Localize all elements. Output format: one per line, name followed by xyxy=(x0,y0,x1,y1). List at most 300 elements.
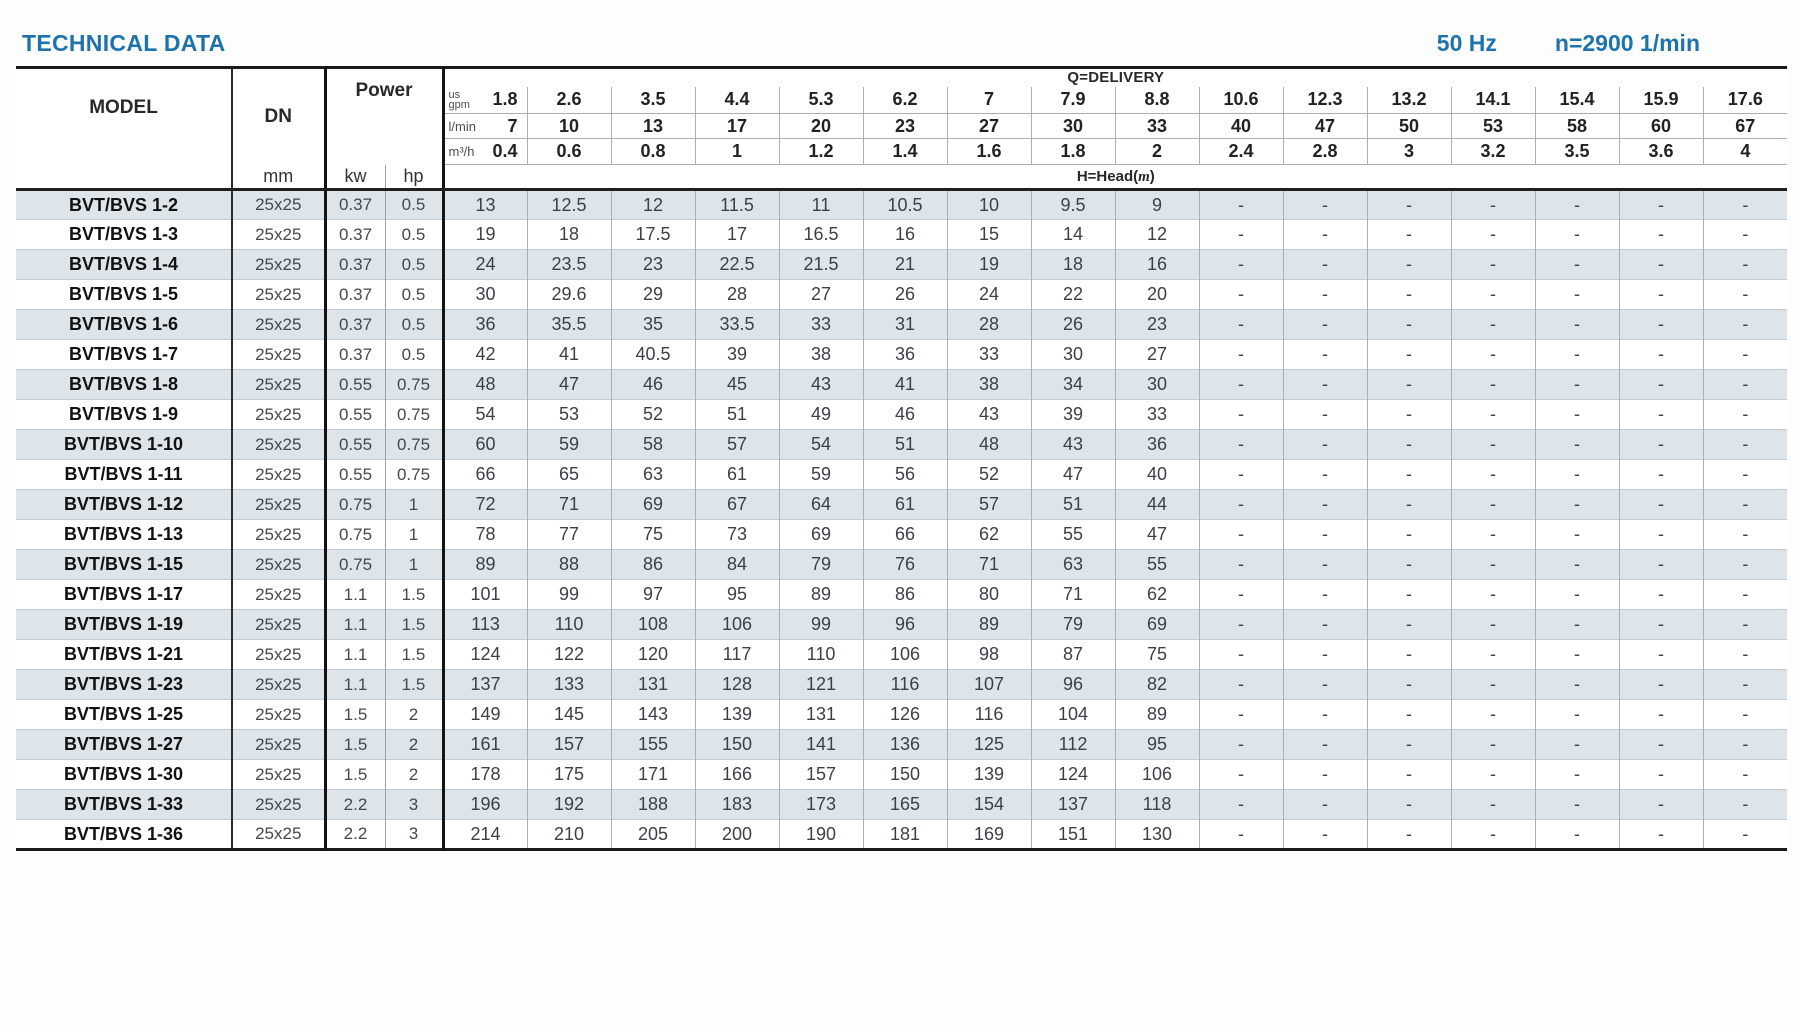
head-value-cell: 72 xyxy=(443,490,527,520)
head-value-cell: 33 xyxy=(947,340,1031,370)
head-value-cell: 97 xyxy=(611,580,695,610)
table-row xyxy=(16,790,1787,820)
head-value-cell: - xyxy=(1199,310,1283,340)
head-value-cell: 122 xyxy=(527,640,611,670)
table-row xyxy=(16,190,1787,220)
head-value-cell: 124 xyxy=(443,640,527,670)
delivery-value: 3.2 xyxy=(1451,139,1535,165)
head-value-cell: - xyxy=(1283,400,1367,430)
head-value-cell: - xyxy=(1283,310,1367,340)
dn-cell: 25x25 xyxy=(232,400,325,430)
model-cell: BVT/BVS 1-5 xyxy=(16,280,232,310)
head-value-cell: 56 xyxy=(863,460,947,490)
delivery-header: Q=DELIVERY xyxy=(1067,69,1165,87)
head-value-cell: 98 xyxy=(947,640,1031,670)
head-value-cell: - xyxy=(1703,220,1787,250)
head-value-cell: - xyxy=(1535,490,1619,520)
head-value-cell: 41 xyxy=(863,370,947,400)
table-row xyxy=(16,460,1787,490)
table-header xyxy=(16,68,1787,190)
head-value-cell: - xyxy=(1283,460,1367,490)
model-cell: BVT/BVS 1-21 xyxy=(16,640,232,670)
head-value-cell: 66 xyxy=(443,460,527,490)
head-value-cell: 150 xyxy=(695,730,779,760)
speed-label: n=2900 1/min xyxy=(1554,30,1700,56)
head-value-cell: - xyxy=(1199,280,1283,310)
head-value-cell: 51 xyxy=(1031,490,1115,520)
kw-cell: 0.37 xyxy=(325,310,385,340)
head-value-cell: 35 xyxy=(611,310,695,340)
head-value-cell: 125 xyxy=(947,730,1031,760)
head-value-cell: - xyxy=(1283,610,1367,640)
dn-cell: 25x25 xyxy=(232,340,325,370)
head-value-cell: 88 xyxy=(527,550,611,580)
head-value-cell: 149 xyxy=(443,700,527,730)
head-value-cell: 178 xyxy=(443,760,527,790)
head-value-cell: 23.5 xyxy=(527,250,611,280)
head-value-cell: - xyxy=(1619,760,1703,790)
head-value-cell: 64 xyxy=(779,490,863,520)
head-value-cell: 26 xyxy=(1031,310,1115,340)
head-value-cell: 22.5 xyxy=(695,250,779,280)
head-value-cell: - xyxy=(1451,340,1535,370)
kw-cell: 0.37 xyxy=(325,280,385,310)
head-value-cell: - xyxy=(1367,670,1451,700)
delivery-value: 33 xyxy=(1115,114,1199,139)
kw-cell: 0.75 xyxy=(325,490,385,520)
head-value-cell: 63 xyxy=(1031,550,1115,580)
hp-cell: 2 xyxy=(385,730,443,760)
model-cell: BVT/BVS 1-6 xyxy=(16,310,232,340)
head-value-cell: - xyxy=(1283,430,1367,460)
head-value-cell: - xyxy=(1451,490,1535,520)
delivery-value: 58 xyxy=(1535,114,1619,139)
head-value-cell: 205 xyxy=(611,820,695,850)
head-value-cell: 113 xyxy=(443,610,527,640)
model-header: MODEL xyxy=(16,68,232,190)
head-value-cell: 77 xyxy=(527,520,611,550)
head-value-cell: 42 xyxy=(443,340,527,370)
head-value-cell: 133 xyxy=(527,670,611,700)
dn-cell: 25x25 xyxy=(232,610,325,640)
delivery-value: 1.8 xyxy=(492,89,518,110)
head-value-cell: - xyxy=(1535,250,1619,280)
head-value-cell: 16 xyxy=(1115,250,1199,280)
table-row xyxy=(16,340,1787,370)
m3h-unit-label: m³/h xyxy=(448,144,475,159)
head-value-cell: 136 xyxy=(863,730,947,760)
head-value-cell: 30 xyxy=(443,280,527,310)
head-value-cell: - xyxy=(1451,670,1535,700)
head-value-cell: 96 xyxy=(1031,670,1115,700)
head-value-cell: 124 xyxy=(1031,760,1115,790)
head-value-cell: 39 xyxy=(1031,400,1115,430)
head-value-cell: 188 xyxy=(611,790,695,820)
kw-cell: 0.75 xyxy=(325,520,385,550)
delivery-value: 60 xyxy=(1619,114,1703,139)
hp-cell: 1.5 xyxy=(385,610,443,640)
delivery-value: 3.5 xyxy=(1535,139,1619,165)
head-value-cell: - xyxy=(1283,700,1367,730)
delivery-value: 13 xyxy=(611,114,695,139)
head-value-cell: 46 xyxy=(611,370,695,400)
head-value-cell: 175 xyxy=(527,760,611,790)
head-value-cell: 75 xyxy=(1115,640,1199,670)
head-value-cell: - xyxy=(1283,280,1367,310)
head-value-cell: - xyxy=(1535,790,1619,820)
dn-cell: 25x25 xyxy=(232,220,325,250)
head-value-cell: 9 xyxy=(1115,190,1199,220)
model-cell: BVT/BVS 1-15 xyxy=(16,550,232,580)
kw-cell: 1.5 xyxy=(325,700,385,730)
head-value-cell: - xyxy=(1451,430,1535,460)
head-value-cell: 210 xyxy=(527,820,611,850)
head-value-cell: - xyxy=(1367,220,1451,250)
head-value-cell: - xyxy=(1535,520,1619,550)
head-value-cell: - xyxy=(1199,610,1283,640)
head-value-cell: - xyxy=(1535,820,1619,850)
kw-cell: 0.37 xyxy=(325,190,385,220)
head-value-cell: 54 xyxy=(443,400,527,430)
head-value-cell: 69 xyxy=(611,490,695,520)
head-value-cell: - xyxy=(1535,730,1619,760)
table-row xyxy=(16,310,1787,340)
head-value-cell: - xyxy=(1367,280,1451,310)
delivery-value: 4 xyxy=(1703,139,1787,165)
model-cell: BVT/BVS 1-19 xyxy=(16,610,232,640)
head-value-cell: 43 xyxy=(779,370,863,400)
head-value-cell: 157 xyxy=(779,760,863,790)
head-value-cell: - xyxy=(1619,310,1703,340)
head-value-cell: 108 xyxy=(611,610,695,640)
table-row xyxy=(16,550,1787,580)
head-value-cell: 89 xyxy=(947,610,1031,640)
head-value-cell: - xyxy=(1619,430,1703,460)
dn-cell: 25x25 xyxy=(232,310,325,340)
head-value-cell: - xyxy=(1199,490,1283,520)
head-value-cell: - xyxy=(1535,760,1619,790)
head-value-cell: - xyxy=(1283,220,1367,250)
table-row xyxy=(16,370,1787,400)
head-value-cell: - xyxy=(1703,610,1787,640)
head-value-cell: - xyxy=(1367,820,1451,850)
head-value-cell: - xyxy=(1199,700,1283,730)
head-value-cell: 181 xyxy=(863,820,947,850)
head-value-cell: 10 xyxy=(947,190,1031,220)
model-cell: BVT/BVS 1-11 xyxy=(16,460,232,490)
head-value-cell: - xyxy=(1199,550,1283,580)
table-row xyxy=(16,250,1787,280)
head-value-cell: 45 xyxy=(695,370,779,400)
head-value-cell: 12 xyxy=(1115,220,1199,250)
head-value-cell: 86 xyxy=(863,580,947,610)
delivery-value: 3 xyxy=(1367,139,1451,165)
head-value-cell: - xyxy=(1703,670,1787,700)
head-value-cell: - xyxy=(1367,370,1451,400)
head-value-cell: 18 xyxy=(527,220,611,250)
lmin-unit-label: l/min xyxy=(448,118,476,134)
head-value-cell: - xyxy=(1199,820,1283,850)
head-value-cell: 36 xyxy=(863,340,947,370)
model-cell: BVT/BVS 1-25 xyxy=(16,700,232,730)
head-value-cell: - xyxy=(1451,550,1535,580)
gpm-unit-cell xyxy=(443,87,527,114)
hp-cell: 3 xyxy=(385,820,443,850)
delivery-value: 47 xyxy=(1283,114,1367,139)
head-value-cell: - xyxy=(1703,820,1787,850)
model-cell: BVT/BVS 1-36 xyxy=(16,820,232,850)
m3h-unit-cell xyxy=(443,139,527,165)
head-value-cell: - xyxy=(1199,220,1283,250)
dn-cell: 25x25 xyxy=(232,520,325,550)
kw-cell: 0.37 xyxy=(325,340,385,370)
delivery-value: 4.4 xyxy=(695,87,779,114)
head-value-cell: 66 xyxy=(863,520,947,550)
head-value-cell: 61 xyxy=(863,490,947,520)
head-value-cell: - xyxy=(1451,460,1535,490)
head-value-cell: 99 xyxy=(779,610,863,640)
head-value-cell: 51 xyxy=(863,430,947,460)
model-cell: BVT/BVS 1-13 xyxy=(16,520,232,550)
head-value-cell: 82 xyxy=(1115,670,1199,700)
model-cell: BVT/BVS 1-8 xyxy=(16,370,232,400)
table-row xyxy=(16,580,1787,610)
hp-cell: 0.75 xyxy=(385,460,443,490)
head-value-cell: - xyxy=(1619,280,1703,310)
head-value-cell: 48 xyxy=(947,430,1031,460)
head-value-cell: 54 xyxy=(779,430,863,460)
model-cell: BVT/BVS 1-10 xyxy=(16,430,232,460)
head-value-cell: 110 xyxy=(779,640,863,670)
head-value-cell: 139 xyxy=(695,700,779,730)
head-value-cell: 53 xyxy=(527,400,611,430)
head-value-cell: 59 xyxy=(779,460,863,490)
delivery-value: 50 xyxy=(1367,114,1451,139)
head-value-cell: 35.5 xyxy=(527,310,611,340)
head-value-cell: 34 xyxy=(1031,370,1115,400)
head-value-cell: 145 xyxy=(527,700,611,730)
head-value-cell: - xyxy=(1535,610,1619,640)
head-value-cell: 43 xyxy=(947,400,1031,430)
head-value-cell: - xyxy=(1535,310,1619,340)
dn-cell: 25x25 xyxy=(232,190,325,220)
dn-cell: 25x25 xyxy=(232,250,325,280)
head-value-cell: - xyxy=(1619,220,1703,250)
head-value-cell: 151 xyxy=(1031,820,1115,850)
head-value-cell: 139 xyxy=(947,760,1031,790)
table-row xyxy=(16,400,1787,430)
table-row xyxy=(16,430,1787,460)
delivery-value: 12.3 xyxy=(1283,87,1367,114)
head-value-cell: - xyxy=(1703,550,1787,580)
hp-cell: 0.75 xyxy=(385,370,443,400)
head-value-cell: - xyxy=(1535,400,1619,430)
head-value-cell: - xyxy=(1451,700,1535,730)
head-value-cell: 214 xyxy=(443,820,527,850)
dn-header: DN xyxy=(232,68,325,165)
head-value-cell: - xyxy=(1367,610,1451,640)
head-value-cell: 11.5 xyxy=(695,190,779,220)
head-value-cell: 52 xyxy=(611,400,695,430)
delivery-value: 23 xyxy=(863,114,947,139)
head-value-cell: - xyxy=(1367,580,1451,610)
head-value-cell: - xyxy=(1535,580,1619,610)
gpm-unit-label: us gpm xyxy=(448,88,470,111)
head-value-cell: 19 xyxy=(443,220,527,250)
delivery-value: 17 xyxy=(695,114,779,139)
head-value-cell: 183 xyxy=(695,790,779,820)
head-value-cell: - xyxy=(1451,790,1535,820)
head-value-cell: - xyxy=(1283,760,1367,790)
head-value-cell: 47 xyxy=(527,370,611,400)
head-value-cell: 43 xyxy=(1031,430,1115,460)
head-value-cell: 59 xyxy=(527,430,611,460)
delivery-value: 2.6 xyxy=(527,87,611,114)
head-value-cell: - xyxy=(1451,580,1535,610)
head-value-cell: 62 xyxy=(947,520,1031,550)
head-value-cell: - xyxy=(1283,490,1367,520)
head-value-cell: - xyxy=(1199,460,1283,490)
head-value-cell: 71 xyxy=(1031,580,1115,610)
head-value-cell: 137 xyxy=(1031,790,1115,820)
lmin-unit-cell xyxy=(443,114,527,139)
head-value-cell: 21 xyxy=(863,250,947,280)
kw-cell: 0.37 xyxy=(325,220,385,250)
head-value-cell: 165 xyxy=(863,790,947,820)
head-value-cell: - xyxy=(1199,400,1283,430)
table-row xyxy=(16,700,1787,730)
head-value-cell: 95 xyxy=(1115,730,1199,760)
head-value-cell: - xyxy=(1199,580,1283,610)
head-value-cell: - xyxy=(1367,250,1451,280)
delivery-value: 67 xyxy=(1703,114,1787,139)
head-value-cell: 12.5 xyxy=(527,190,611,220)
head-value-cell: 60 xyxy=(443,430,527,460)
frequency-label: 50 Hz xyxy=(1436,30,1497,56)
delivery-value: 6.2 xyxy=(863,87,947,114)
head-value-cell: - xyxy=(1703,760,1787,790)
delivery-value: 5.3 xyxy=(779,87,863,114)
table-row xyxy=(16,610,1787,640)
head-value-cell: - xyxy=(1703,490,1787,520)
page-title: TECHNICAL DATA xyxy=(22,30,226,56)
delivery-value: 2.8 xyxy=(1283,139,1367,165)
head-value-cell: - xyxy=(1367,760,1451,790)
head-value-cell: 73 xyxy=(695,520,779,550)
kw-cell: 0.55 xyxy=(325,400,385,430)
head-value-cell: - xyxy=(1367,340,1451,370)
head-value-cell: 171 xyxy=(611,760,695,790)
delivery-value: 0.8 xyxy=(611,139,695,165)
head-value-cell: 26 xyxy=(863,280,947,310)
head-value-cell: 154 xyxy=(947,790,1031,820)
head-value-cell: - xyxy=(1199,190,1283,220)
head-value-cell: 89 xyxy=(443,550,527,580)
head-value-cell: - xyxy=(1619,190,1703,220)
dn-cell: 25x25 xyxy=(232,760,325,790)
head-value-cell: 89 xyxy=(779,580,863,610)
delivery-value: 1.6 xyxy=(947,139,1031,165)
head-value-cell: 79 xyxy=(779,550,863,580)
head-value-cell: 190 xyxy=(779,820,863,850)
head-value-cell: - xyxy=(1451,280,1535,310)
head-value-cell: 120 xyxy=(611,640,695,670)
kw-cell: 0.55 xyxy=(325,460,385,490)
head-value-cell: 121 xyxy=(779,670,863,700)
head-value-cell: 169 xyxy=(947,820,1031,850)
delivery-value: 15.4 xyxy=(1535,87,1619,114)
head-value-cell: 155 xyxy=(611,730,695,760)
head-value-cell: - xyxy=(1199,430,1283,460)
head-value-cell: - xyxy=(1703,640,1787,670)
head-header: H=Head(m) xyxy=(443,165,1787,190)
hp-cell: 0.75 xyxy=(385,430,443,460)
head-value-cell: - xyxy=(1367,520,1451,550)
head-value-cell: 131 xyxy=(611,670,695,700)
dn-cell: 25x25 xyxy=(232,730,325,760)
head-value-cell: - xyxy=(1199,370,1283,400)
head-value-cell: - xyxy=(1619,610,1703,640)
head-value-cell: - xyxy=(1283,820,1367,850)
hp-cell: 0.5 xyxy=(385,250,443,280)
head-value-cell: - xyxy=(1283,580,1367,610)
head-value-cell: - xyxy=(1367,730,1451,760)
head-value-cell: - xyxy=(1451,400,1535,430)
dn-cell: 25x25 xyxy=(232,580,325,610)
head-value-cell: 28 xyxy=(695,280,779,310)
head-value-cell: 33 xyxy=(1115,400,1199,430)
head-value-cell: - xyxy=(1619,820,1703,850)
head-value-cell: - xyxy=(1283,340,1367,370)
head-value-cell: - xyxy=(1367,430,1451,460)
head-value-cell: 150 xyxy=(863,760,947,790)
head-value-cell: 47 xyxy=(1115,520,1199,550)
delivery-value: 15.9 xyxy=(1619,87,1703,114)
head-value-cell: 40.5 xyxy=(611,340,695,370)
model-cell: BVT/BVS 1-4 xyxy=(16,250,232,280)
head-value-cell: - xyxy=(1451,640,1535,670)
head-value-cell: - xyxy=(1703,430,1787,460)
head-value-cell: - xyxy=(1283,520,1367,550)
delivery-value: 10 xyxy=(527,114,611,139)
technical-data-table xyxy=(16,66,1787,851)
model-cell: BVT/BVS 1-23 xyxy=(16,670,232,700)
model-cell: BVT/BVS 1-9 xyxy=(16,400,232,430)
head-value-cell: - xyxy=(1535,670,1619,700)
head-value-cell: - xyxy=(1619,790,1703,820)
head-value-cell: 63 xyxy=(611,460,695,490)
dn-cell: 25x25 xyxy=(232,490,325,520)
hp-cell: 1.5 xyxy=(385,580,443,610)
delivery-value: 2.4 xyxy=(1199,139,1283,165)
delivery-value: 17.6 xyxy=(1703,87,1787,114)
frequency-group xyxy=(1437,30,1700,57)
head-value-cell: - xyxy=(1619,700,1703,730)
head-value-cell: 106 xyxy=(863,640,947,670)
head-value-cell: - xyxy=(1199,790,1283,820)
head-value-cell: 196 xyxy=(443,790,527,820)
head-value-cell: 14 xyxy=(1031,220,1115,250)
head-value-cell: 9.5 xyxy=(1031,190,1115,220)
kw-cell: 2.2 xyxy=(325,790,385,820)
head-value-cell: 96 xyxy=(863,610,947,640)
head-value-cell: - xyxy=(1535,460,1619,490)
model-cell: BVT/BVS 1-30 xyxy=(16,760,232,790)
delivery-value: 1.4 xyxy=(863,139,947,165)
table-row xyxy=(16,820,1787,850)
head-value-cell: - xyxy=(1451,310,1535,340)
head-value-cell: - xyxy=(1619,460,1703,490)
